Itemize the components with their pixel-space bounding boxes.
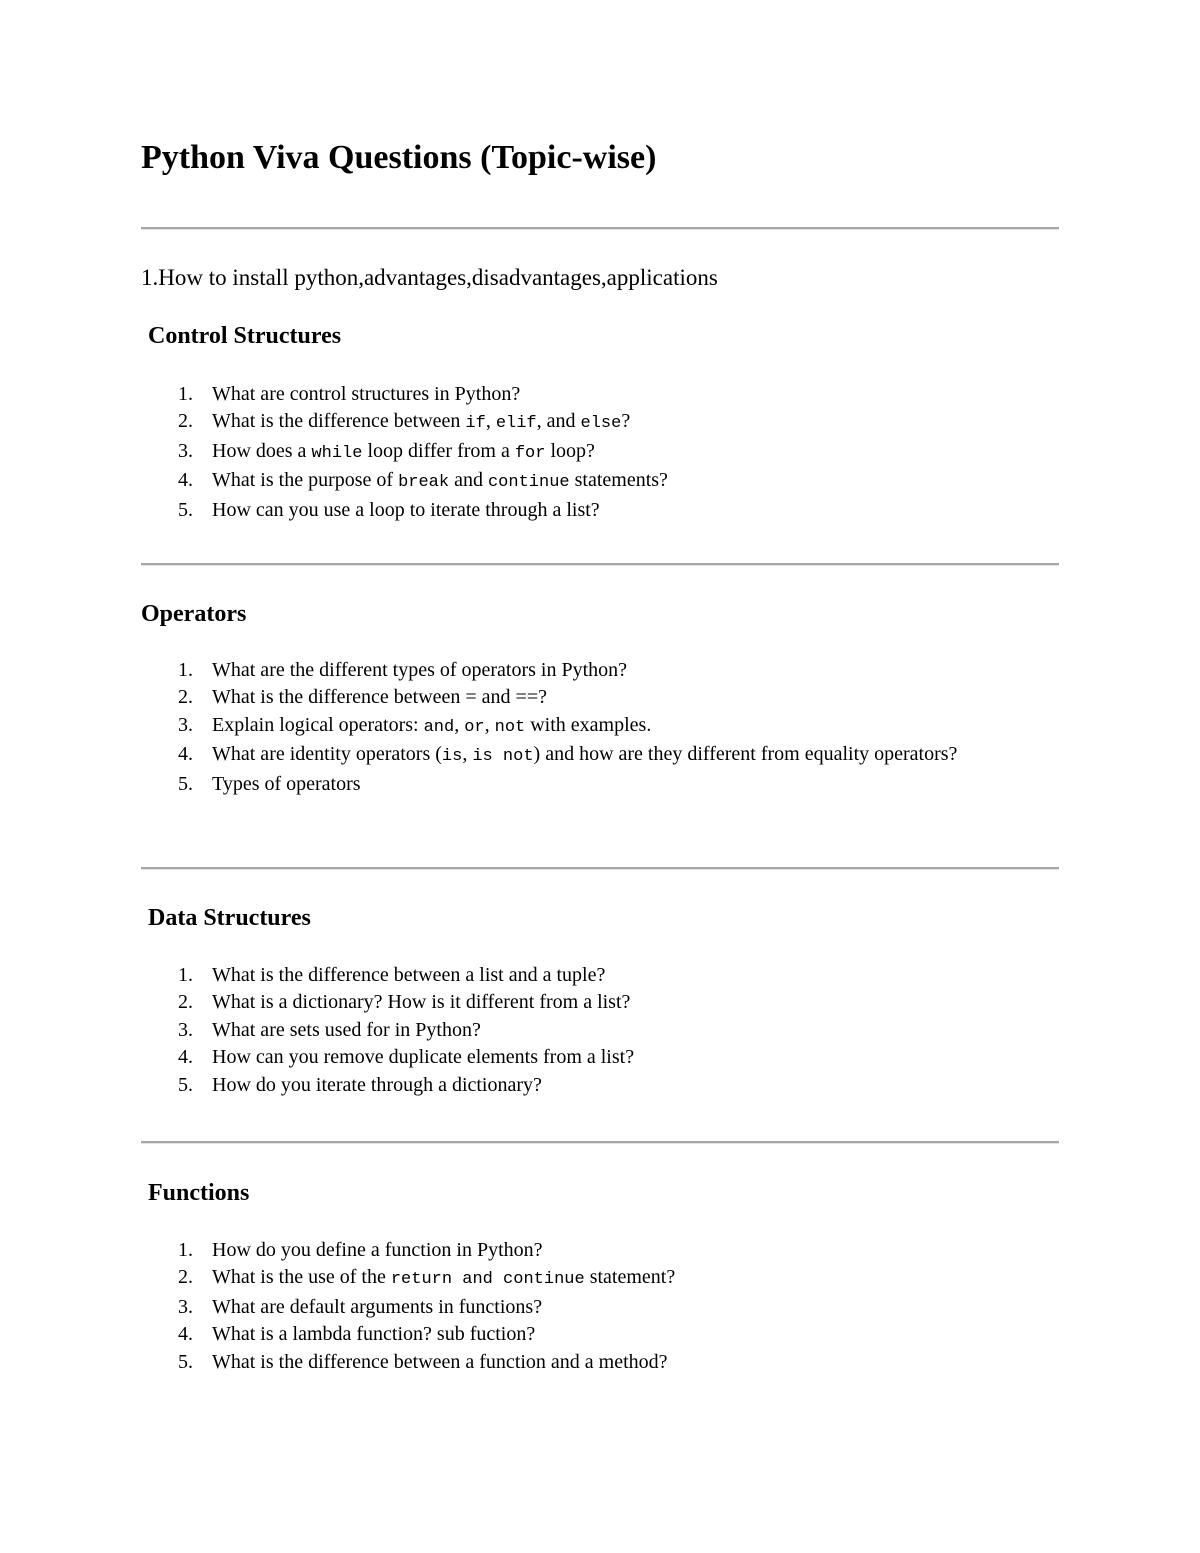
list-item [141,1237,1041,1264]
question-text: Types of operators [212,772,361,795]
question-text: What is the difference between a list and a tuple? [212,964,606,986]
inline-code: if [465,414,486,434]
horizontal-rule [141,227,1059,230]
question-list-control-structures [141,381,1041,524]
list-number: 5. [178,772,193,795]
question-text: What is the difference between [212,410,466,433]
list-number: 5. [178,498,193,521]
horizontal-rule [141,563,1059,566]
question-text: ? [621,410,631,433]
inline-code: while [311,443,363,463]
list-item [141,438,1041,467]
question-text: How can you use a loop to iterate through a list? [212,498,600,521]
list-item [141,381,1041,408]
list-number: 1. [178,383,193,405]
list-item [141,1349,1041,1376]
question-text: What is the use of the [212,1266,391,1289]
list-number: 1. [178,1239,193,1261]
list-item [141,1044,1041,1071]
inline-code: not [494,717,526,737]
question-text: What are default arguments in functions? [212,1295,543,1318]
inline-code: and [423,717,455,737]
question-text: How do you define a function in Python? [212,1239,543,1261]
list-item [141,467,1041,496]
question-text: , [462,743,473,766]
list-item [141,1321,1041,1348]
question-text: What is a dictionary? How is it different from a list? [212,991,631,1014]
intro-line: 1.How to install python,advantages,disadvantages,applications [141,265,718,290]
list-item [141,989,1041,1016]
list-number: 4. [178,1046,193,1069]
inline-code: continue [487,473,570,493]
list-item [141,741,1041,770]
list-item [141,497,1041,524]
section-heading-operators: Operators [141,601,247,627]
list-item [141,1072,1041,1099]
question-text: statements? [569,469,668,492]
list-number: 1. [178,659,193,681]
question-text: Explain logical operators: [212,713,424,736]
question-text: , and [536,410,581,433]
question-text: What is the difference between a function and a method? [212,1350,668,1373]
question-list-operators [141,657,1041,798]
list-number: 2. [178,991,193,1014]
question-text: What are the different types of operators in Python? [212,659,628,681]
question-text: How can you remove duplicate elements from a list? [212,1046,635,1069]
list-item [141,657,1041,684]
question-list-data-structures [141,962,1041,1099]
question-text: What are control structures in Python? [212,383,521,405]
inline-code: return and continue [390,1270,585,1290]
list-number: 4. [178,743,193,766]
question-text: What are identity operators ( [212,743,442,766]
question-text: , [485,410,496,433]
list-number: 5. [178,1073,193,1096]
inline-code: is [441,747,463,767]
question-list-functions [141,1237,1041,1376]
question-text: What is the difference between = and ==? [212,686,547,709]
list-item [141,962,1041,989]
list-number: 1. [178,964,193,986]
list-number: 2. [178,1266,193,1289]
inline-code: or [464,717,485,737]
list-number: 5. [178,1350,193,1373]
list-number: 3. [178,439,193,462]
list-item [141,408,1041,437]
question-text: , [484,713,495,736]
inline-code: break [398,473,450,493]
question-text: What are sets used for in Python? [212,1018,481,1041]
section-heading-data-structures: Data Structures [148,905,311,931]
inline-code: for [514,443,546,463]
horizontal-rule [141,867,1059,870]
list-number: 4. [178,469,193,492]
question-text: What is a lambda function? sub fuction? [212,1323,536,1346]
list-number: 3. [178,713,193,736]
list-number: 4. [178,1323,193,1346]
list-number: 2. [178,686,193,709]
section-heading-functions: Functions [148,1180,250,1206]
question-text: loop? [545,439,595,462]
inline-code: else [580,414,622,434]
list-item [141,1017,1041,1044]
question-text: statement? [584,1266,676,1289]
list-number: 2. [178,410,193,433]
question-text: loop differ from a [362,439,515,462]
horizontal-rule [141,1141,1059,1144]
inline-code: elif [495,414,537,434]
question-text: How does a [212,439,312,462]
list-item [141,712,1041,741]
section-heading-control-structures: Control Structures [148,323,342,349]
question-text: and [449,469,488,492]
question-text: , [454,713,465,736]
list-item [141,771,1041,798]
page-title: Python Viva Questions (Topic-wise) [141,139,657,176]
list-item [141,684,1041,711]
question-text: ) and how are they different from equality operators? [533,743,958,766]
inline-code: is not [472,747,534,767]
list-number: 3. [178,1295,193,1318]
question-text: with examples. [525,713,652,736]
list-number: 3. [178,1018,193,1041]
list-item [141,1294,1041,1321]
list-item [141,1264,1041,1293]
question-text: How do you iterate through a dictionary? [212,1073,542,1096]
question-text: What is the purpose of [212,469,399,492]
